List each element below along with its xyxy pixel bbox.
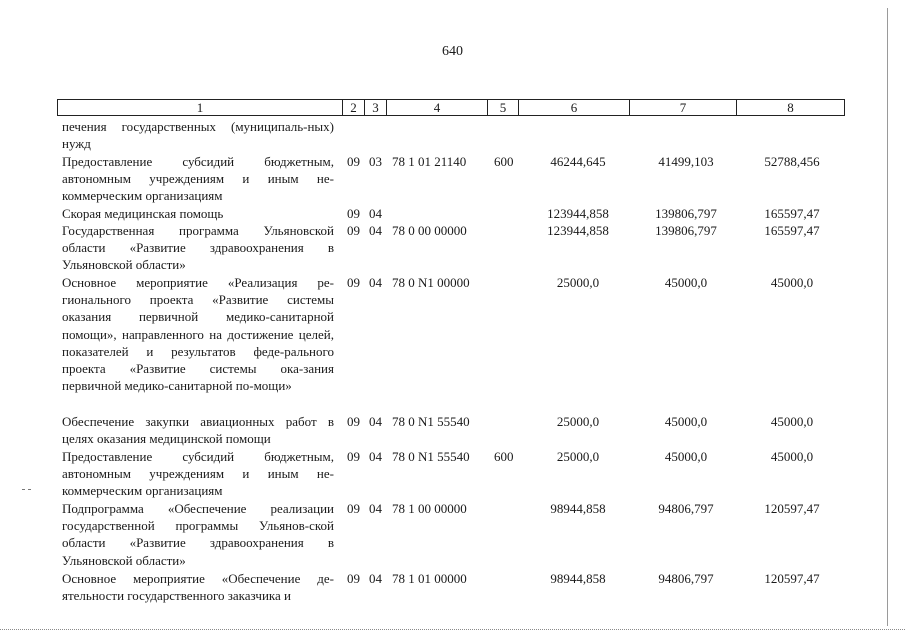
row-subsection: 04: [369, 571, 382, 586]
row-subsection: 04: [369, 275, 382, 290]
row-amount-col7: 94806,797: [658, 501, 714, 516]
header-col-7: 7: [630, 100, 737, 115]
row-section: 09: [347, 571, 360, 586]
row-amount-col6: 25000,0: [556, 275, 600, 290]
header-col-3: 3: [365, 100, 387, 115]
scan-mark: [22, 489, 31, 490]
row-subsection: 04: [369, 501, 382, 516]
row-amount-col7: 94806,797: [658, 571, 714, 586]
row-amount-col6: 98944,858: [550, 501, 606, 516]
row-amount-col7: 139806,797: [655, 223, 717, 238]
row-amount-col6: 123944,858: [547, 206, 609, 221]
row-amount-col6: 25000,0: [556, 414, 600, 429]
row-amount-col8: 45000,0: [770, 414, 814, 429]
row-section: 09: [347, 501, 360, 516]
row-description: Предоставление субсидий бюджетным, автономным учреждениям и иным не-коммерческим организациям: [62, 449, 334, 499]
row-description: Основное мероприятие «Реализация ре-гионального проекта «Развитие системы оказания первичной медико-санитарной помощи», направленного на достижение целей, показателей и результатов феде-рального проекта «Развитие системы ока-зания первичной медико-санитарной по-мощи»: [62, 275, 334, 394]
row-target-article: 78 1 01 21140: [392, 154, 467, 169]
header-col-4: 4: [387, 100, 488, 115]
row-section: 09: [347, 154, 360, 169]
row-amount-col8: 45000,0: [770, 275, 814, 290]
row-target-article: 78 0 N1 55540: [392, 414, 470, 429]
row-subsection: 04: [369, 206, 382, 221]
row-amount-col6: 123944,858: [547, 223, 609, 238]
row-description: Основное мероприятие «Обеспечение де-ятельности государственного заказчика и: [62, 571, 334, 604]
row-amount-col8: 165597,47: [764, 223, 820, 238]
row-description: Предоставление субсидий бюджетным, автономным учреждениям и иным не-коммерческим организациям: [62, 154, 334, 204]
row-section: 09: [347, 206, 360, 221]
row-expense-type: 600: [494, 154, 514, 169]
row-amount-col6: 46244,645: [550, 154, 606, 169]
header-col-5: 5: [488, 100, 519, 115]
row-subsection: 04: [369, 449, 382, 464]
header-col-6: 6: [519, 100, 630, 115]
row-subsection: 03: [369, 154, 382, 169]
row-expense-type: 600: [494, 449, 514, 464]
row-description: Скорая медицинская помощь: [62, 206, 224, 221]
header-col-8: 8: [787, 100, 794, 115]
scan-bottom-edge: [0, 629, 905, 630]
row-amount-col8: 45000,0: [770, 449, 814, 464]
row-amount-col8: 52788,456: [764, 154, 820, 169]
row-target-article: 78 0 N1 00000: [392, 275, 470, 290]
row-description: Подпрограмма «Обеспечение реализации государственной программы Ульянов-ской области «Развитие здравоохранения в Ульяновской области»: [62, 501, 334, 568]
row-amount-col8: 120597,47: [764, 571, 820, 586]
row-section: 09: [347, 223, 360, 238]
row-amount-col7: 41499,103: [658, 154, 714, 169]
row-target-article: 78 1 01 00000: [392, 571, 467, 586]
row-target-article: 78 0 N1 55540: [392, 449, 470, 464]
row-section: 09: [347, 275, 360, 290]
row-subsection: 04: [369, 223, 382, 238]
row-target-article: 78 1 00 00000: [392, 501, 467, 516]
row-amount-col6: 98944,858: [550, 571, 606, 586]
row-section: 09: [347, 449, 360, 464]
row-amount-col6: 25000,0: [556, 449, 600, 464]
row-target-article: 78 0 00 00000: [392, 223, 467, 238]
row-description: Обеспечение закупки авиационных работ в целях оказания медицинской помощи: [62, 414, 334, 447]
row-subsection: 04: [369, 414, 382, 429]
page-edge: [887, 8, 888, 626]
row-amount-col7: 45000,0: [664, 449, 708, 464]
row-description: печения государственных (муниципаль-ных) нужд: [62, 119, 334, 152]
row-section: 09: [347, 414, 360, 429]
row-amount-col8: 120597,47: [764, 501, 820, 516]
row-amount-col7: 139806,797: [655, 206, 717, 221]
row-description: Государственная программа Ульяновской области «Развитие здравоохранения в Ульяновской области»: [62, 223, 334, 273]
header-col-2: 2: [343, 100, 365, 115]
page-number: 640: [442, 44, 463, 59]
header-col-1: 1: [58, 100, 343, 115]
row-amount-col7: 45000,0: [664, 275, 708, 290]
table-header: [57, 99, 845, 116]
row-amount-col7: 45000,0: [664, 414, 708, 429]
row-amount-col8: 165597,47: [764, 206, 820, 221]
